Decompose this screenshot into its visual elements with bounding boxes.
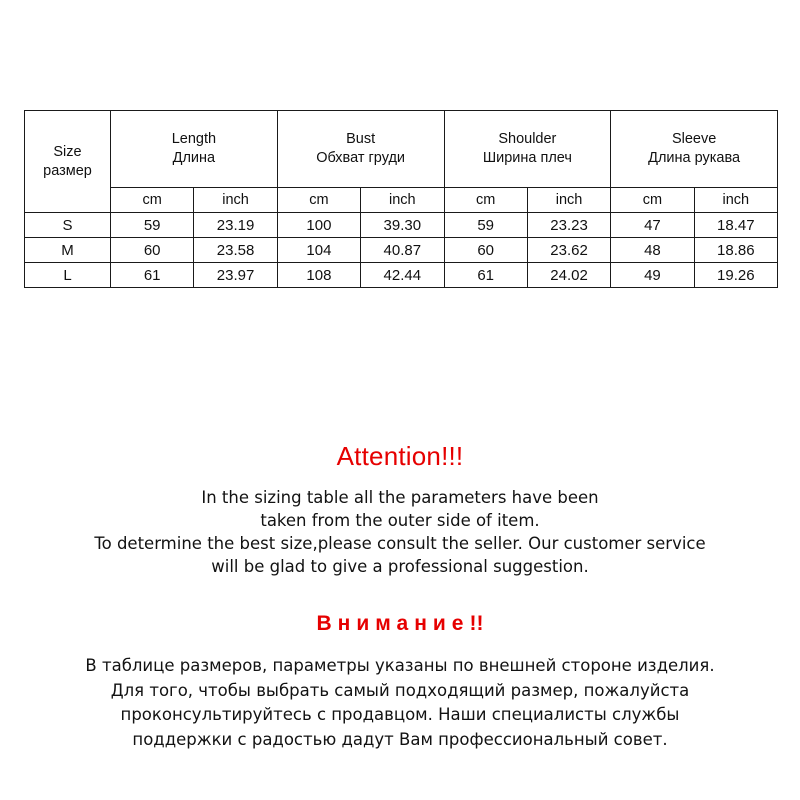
cell-l-bust-cm: 108	[277, 263, 360, 288]
header-cell-sleeve	[611, 111, 778, 188]
cell-m-sleeve-cm: 48	[611, 238, 694, 263]
notice-ru-line-3: проконсультируйтесь с продавцом. Наши специалисты службы	[120, 705, 680, 724]
header-cell-bust	[277, 111, 444, 188]
attention-heading-ru	[0, 610, 800, 638]
cell-m-length-cm: 60	[111, 238, 194, 263]
cell-s-sleeve-inch: 18.47	[694, 213, 777, 238]
header-length-ru: Длина	[172, 150, 216, 166]
notice-en-line-4: will be glad to give a professional suggestion.	[211, 557, 589, 576]
header-sleeve-ru: Длина рукава	[648, 150, 741, 166]
table-row	[25, 238, 778, 263]
notice-ru-line-2: Для того, чтобы выбрать самый подходящий размер, пожалуйста	[110, 680, 690, 700]
header-cell-shoulder	[444, 111, 611, 188]
notice-paragraph-en	[0, 486, 800, 578]
cell-l-bust-inch: 42.44	[361, 263, 444, 288]
header-size-en: Size	[53, 143, 82, 160]
cell-l-sleeve-inch: 19.26	[694, 263, 777, 288]
cell-m-shoulder-cm: 60	[444, 238, 527, 263]
cell-l-length-cm: 61	[111, 263, 194, 288]
header-unit-shoulder-cm: cm	[444, 188, 527, 213]
cell-s-shoulder-cm: 59	[444, 213, 527, 238]
table-row	[25, 213, 778, 238]
header-size-ru: размер	[43, 162, 92, 179]
cell-m-bust-inch: 40.87	[361, 238, 444, 263]
table-header-unit-row	[25, 188, 778, 213]
cell-s-length-cm: 59	[111, 213, 194, 238]
cell-size-s: S	[25, 213, 111, 238]
cell-l-shoulder-inch: 24.02	[527, 263, 610, 288]
cell-s-bust-cm: 100	[277, 213, 360, 238]
header-length-en: Length	[171, 131, 217, 147]
cell-l-length-inch: 23.97	[194, 263, 277, 288]
attention-ru-word: Внимание	[316, 612, 470, 635]
header-bust-ru: Обхват груди	[316, 150, 406, 166]
header-unit-bust-inch: inch	[361, 188, 444, 213]
notice-ru-line-1: В таблице размеров, параметры указаны по внешней стороне изделия.	[85, 656, 715, 675]
notice-ru-line-4: поддержки с радостью дадут Вам профессиональный совет.	[132, 729, 668, 749]
header-shoulder-ru: Ширина плеч	[482, 150, 572, 166]
attention-heading-en: Attention!!!	[336, 441, 464, 471]
cell-s-bust-inch: 39.30	[361, 213, 444, 238]
size-chart-table	[24, 110, 778, 288]
header-bust-en: Bust	[346, 131, 376, 147]
header-unit-sleeve-cm: cm	[611, 188, 694, 213]
notice-section	[0, 440, 800, 752]
header-unit-length-cm: cm	[111, 188, 194, 213]
cell-m-shoulder-inch: 23.62	[527, 238, 610, 263]
cell-l-shoulder-cm: 61	[444, 263, 527, 288]
table-row	[25, 263, 778, 288]
table-header-group-row	[25, 111, 778, 188]
notice-en-line-3: To determine the best size,please consult the seller. Our customer service	[94, 534, 706, 553]
notice-paragraph-ru	[0, 654, 800, 752]
cell-m-length-inch: 23.58	[194, 238, 277, 263]
header-unit-shoulder-inch: inch	[527, 188, 610, 213]
header-cell-size	[25, 111, 111, 213]
cell-s-length-inch: 23.19	[194, 213, 277, 238]
cell-m-bust-cm: 104	[277, 238, 360, 263]
cell-s-shoulder-inch: 23.23	[527, 213, 610, 238]
size-chart-table-container	[24, 110, 778, 288]
header-shoulder-en: Shoulder	[498, 131, 557, 147]
notice-en-line-2: taken from the outer side of item.	[260, 511, 540, 530]
cell-size-m: M	[25, 238, 111, 263]
notice-en-line-1: In the sizing table all the parameters have been	[201, 488, 599, 507]
cell-size-l: L	[25, 263, 111, 288]
cell-m-sleeve-inch: 18.86	[694, 238, 777, 263]
cell-s-sleeve-cm: 47	[611, 213, 694, 238]
header-unit-length-inch: inch	[194, 188, 277, 213]
header-unit-bust-cm: cm	[277, 188, 360, 213]
header-cell-length	[111, 111, 278, 188]
header-unit-sleeve-inch: inch	[694, 188, 777, 213]
header-sleeve-en: Sleeve	[671, 131, 717, 147]
attention-ru-exclamations: !!	[469, 612, 484, 635]
cell-l-sleeve-cm: 49	[611, 263, 694, 288]
